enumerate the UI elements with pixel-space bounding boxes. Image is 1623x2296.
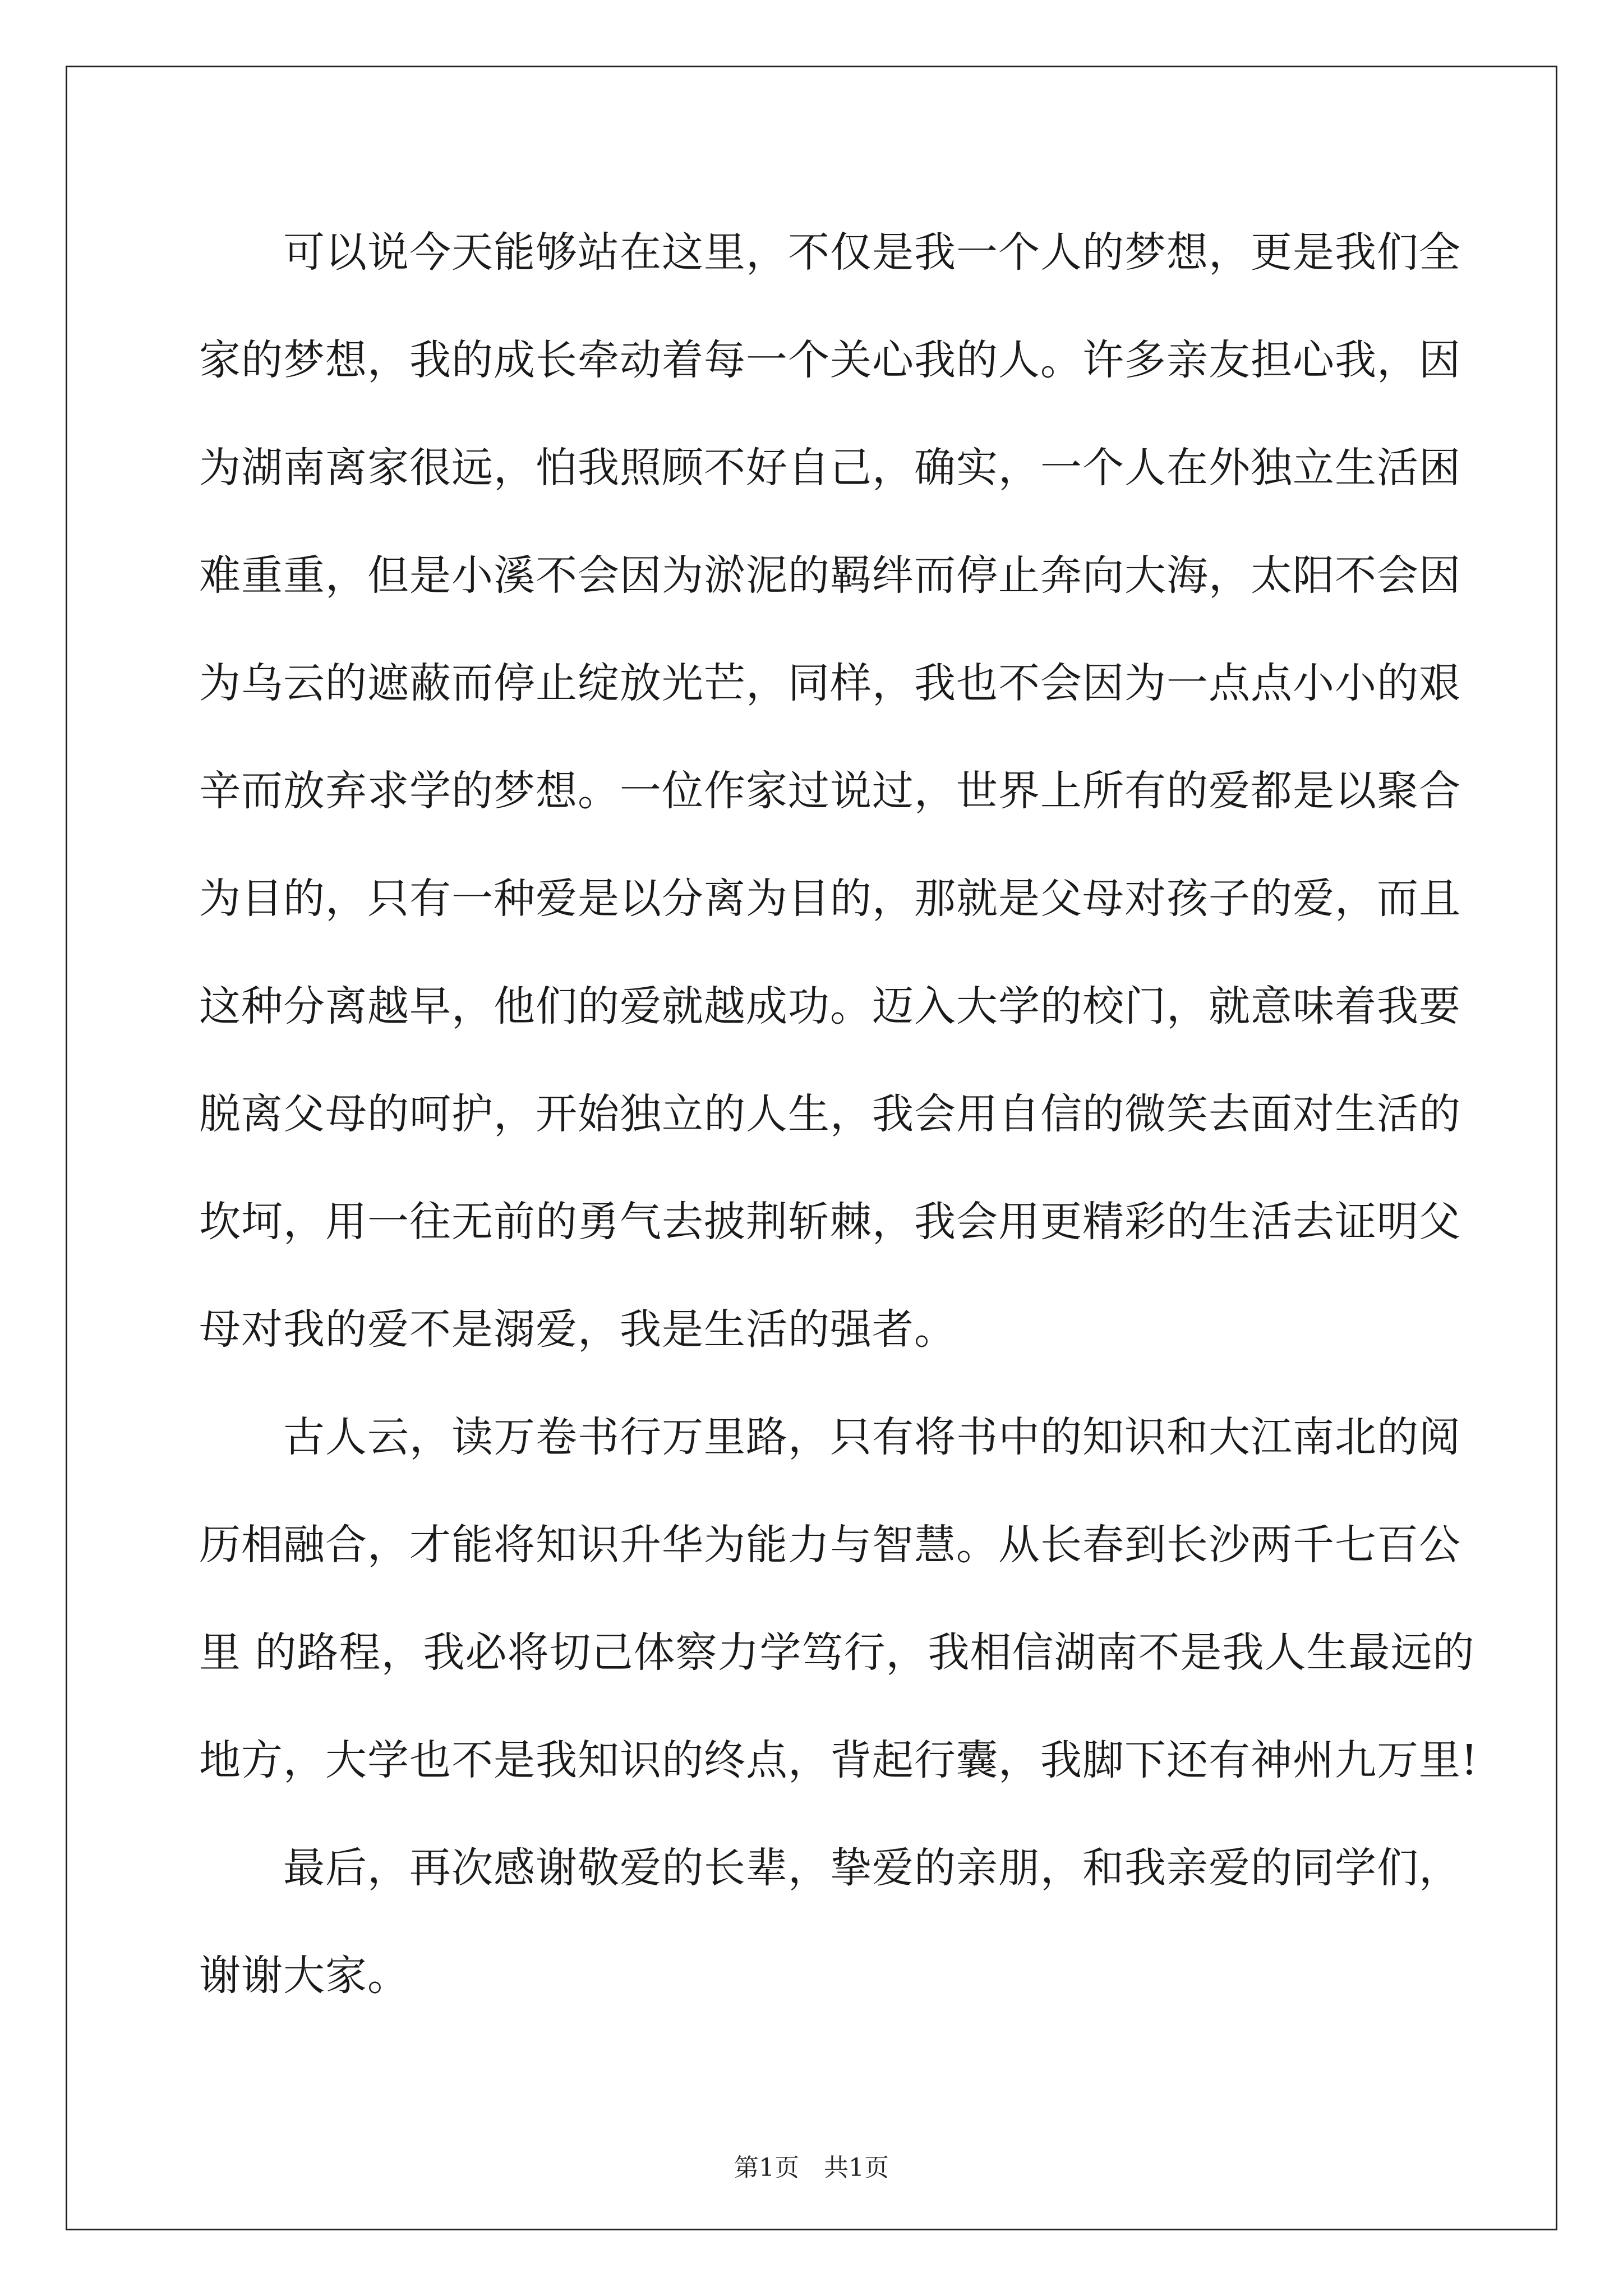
text-line: 里 的路程，我必将切己体察力学笃行，我相信湖南不是我人生最远的: [199, 1628, 1475, 1677]
text-line: 最后，再次感谢敬爱的长辈，挚爱的亲朋，和我亲爱的同学们，: [199, 1844, 1461, 1892]
text-line: 古人云，读万卷书行万里路，只有将书中的知识和大江南北的阅: [199, 1413, 1461, 1461]
text-line: 历相融合，才能将知识升华为能力与智慧。从长春到长沙两千七百公: [199, 1521, 1461, 1569]
text-line: 坎坷，用一往无前的勇气去披荆斩棘，我会用更精彩的生活去证明父: [199, 1198, 1461, 1246]
text-line: 辛而放弃求学的梦想。一位作家过说过，世界上所有的爱都是以聚合: [199, 767, 1461, 815]
page-footer: 第1页 共1页: [734, 2154, 889, 2182]
text-line: 为乌云的遮蔽而停止绽放光芒，同样，我也不会因为一点点小小的艰: [199, 659, 1461, 707]
text-line: 可以说今天能够站在这里，不仅是我一个人的梦想，更是我们全: [199, 228, 1461, 277]
page-border: [66, 66, 1557, 2230]
text-line: 为目的，只有一种爱是以分离为目的，那就是父母对孩子的爱，而且: [199, 875, 1461, 923]
text-line: 母对我的爱不是溺爱，我是生活的强者。: [199, 1305, 956, 1354]
text-line: 这种分离越早，他们的爱就越成功。迈入大学的校门，就意味着我要: [199, 982, 1461, 1030]
text-line: 地方，大学也不是我知识的终点，背起行囊，我脚下还有神州九万里!: [199, 1736, 1478, 1784]
text-line: 难重重，但是小溪不会因为淤泥的羁绊而停止奔向大海，太阳不会因: [199, 551, 1461, 600]
text-line: 为湖南离家很远，怕我照顾不好自己，确实，一个人在外独立生活困: [199, 444, 1461, 492]
text-line: 脱离父母的呵护，开始独立的人生，我会用自信的微笑去面对生活的: [199, 1090, 1461, 1138]
text-line: 家的梦想，我的成长牵动着每一个关心我的人。许多亲友担心我，因: [199, 336, 1461, 384]
text-line: 谢谢大家。: [199, 1952, 409, 2000]
